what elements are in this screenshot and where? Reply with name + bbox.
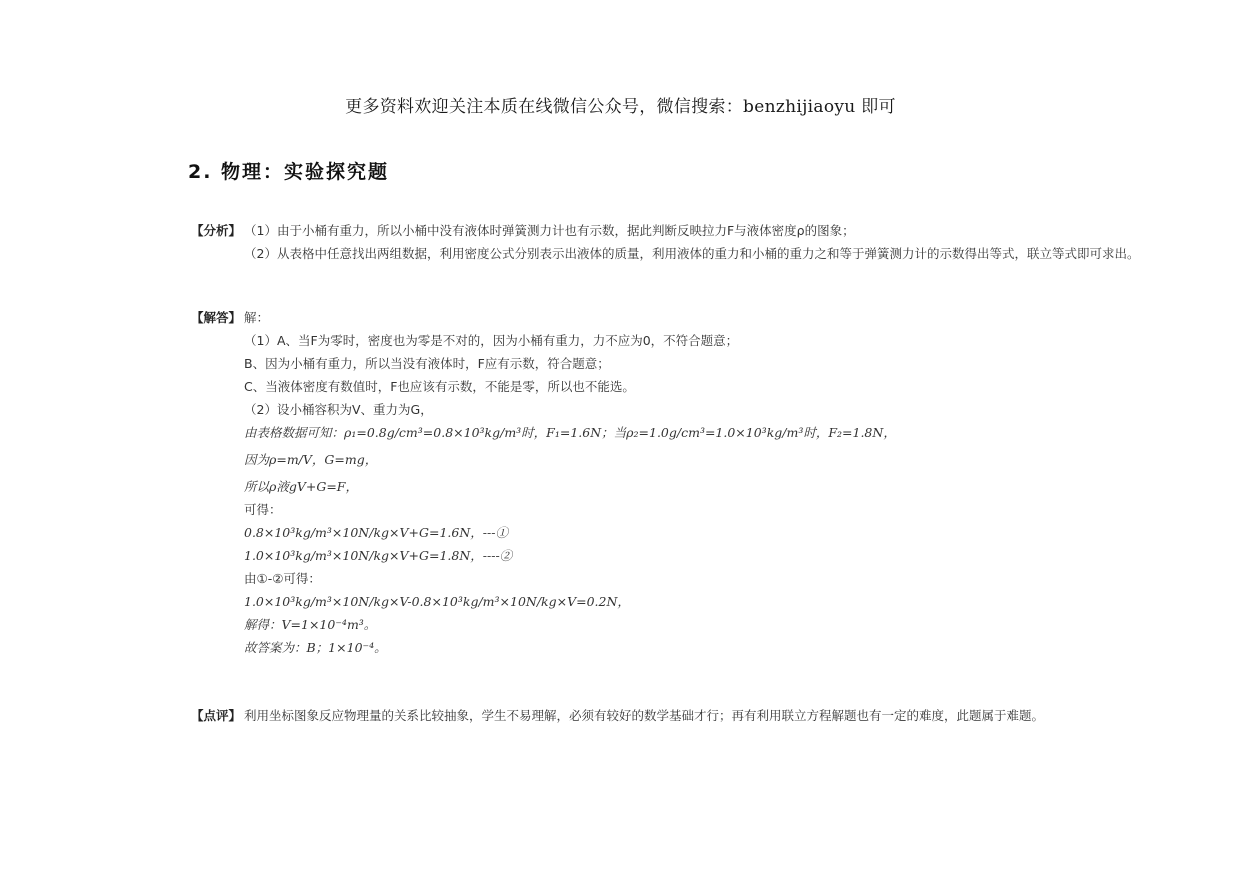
answer-line-14: 故答案为：B；1×10⁻⁴。 xyxy=(244,640,387,655)
answer-intro: 解： xyxy=(244,310,270,325)
answer-line-2: B、因为小桶有重力，所以当没有液体时，F应有示数，符合题意； xyxy=(244,356,610,371)
header-note: 更多资料欢迎关注本质在线微信公众号，微信搜索：benzhijiaoyu 即可 xyxy=(345,97,896,117)
answer-line-5: 由表格数据可知：ρ₁=0.8g/cm³=0.8×10³kg/m³时，F₁=1.6N；当ρ₂=1.0g/cm³=1.0×10³kg/m³时，F₂=1.8N， xyxy=(244,425,896,440)
answer-tag: 【解答】 xyxy=(191,310,242,325)
comment-tag: 【点评】 xyxy=(191,708,242,723)
answer-line-9: 0.8×10³kg/m³×10N/kg×V+G=1.6N，---① xyxy=(244,525,508,540)
analysis-line-2: （2）从表格中任意找出两组数据，利用密度公式分别表示出液体的质量，利用液体的重力和小桶的重力之和等于弹簧测力计的示数得出等式，联立等式即可求出。 xyxy=(244,246,1140,261)
section-title: 2. 物理：实验探究题 xyxy=(188,161,390,183)
analysis-tag: 【分析】 xyxy=(191,223,242,238)
analysis-block xyxy=(191,219,1171,265)
answer-line-13: 解得：V=1×10⁻⁴m³。 xyxy=(244,617,377,632)
answer-line-11: 由①-②可得： xyxy=(244,571,321,586)
analysis-line-1: （1）由于小桶有重力，所以小桶中没有液体时弹簧测力计也有示数，据此判断反映拉力F与液体密度ρ的图象； xyxy=(244,223,855,238)
answer-line-10: 1.0×10³kg/m³×10N/kg×V+G=1.8N，----② xyxy=(244,548,513,563)
comment-block xyxy=(191,704,1171,727)
answer-line-1: （1）A、当F为零时，密度也为零是不对的，因为小桶有重力，力不应为0，不符合题意； xyxy=(244,333,739,348)
answer-line-4: （2）设小桶容积为V、重力为G， xyxy=(244,402,433,417)
answer-line-3: C、当液体密度有数值时，F也应该有示数，不能是零，所以也不能选。 xyxy=(244,379,635,394)
answer-line-7: 所以ρ液gV+G=F， xyxy=(244,479,358,494)
answer-line-6: 因为ρ=m/V，G=mg， xyxy=(244,452,378,467)
comment-text: 利用坐标图象反应物理量的关系比较抽象，学生不易理解，必须有较好的数学基础才行；再有利用联立方程解题也有一定的难度，此题属于难题。 xyxy=(244,708,1045,723)
answer-line-8: 可得： xyxy=(244,502,282,517)
answer-line-12: 1.0×10³kg/m³×10N/kg×V-0.8×10³kg/m³×10N/kg×V=0.2N， xyxy=(244,594,630,609)
answer-block xyxy=(191,306,1171,659)
